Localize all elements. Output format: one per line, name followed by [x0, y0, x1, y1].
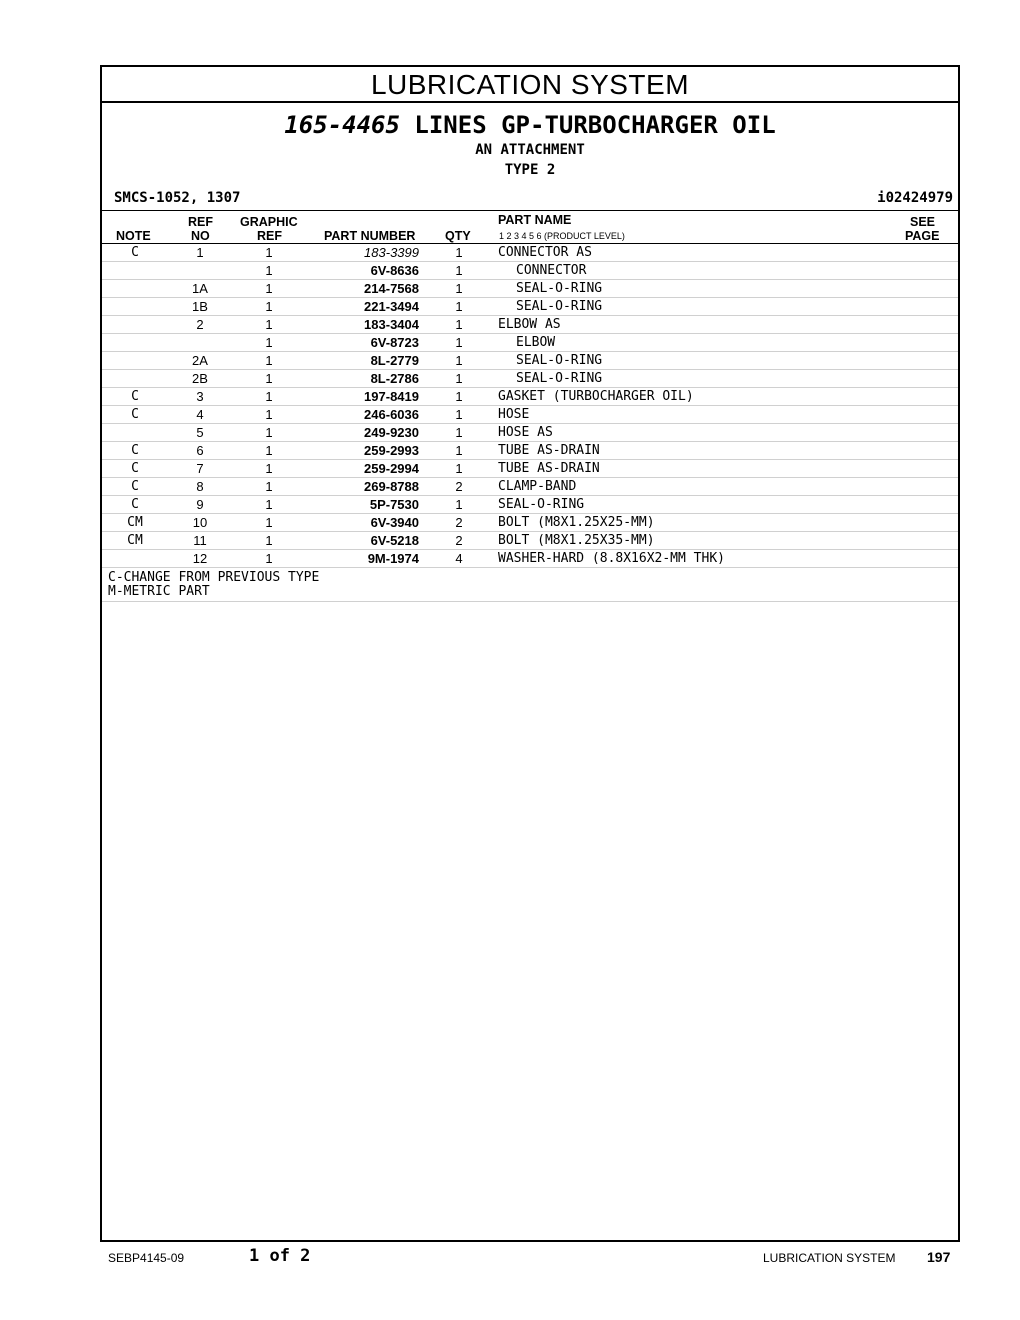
part-number-cell: 6V-8723	[370, 335, 419, 350]
footer-page-of: 1 of 2	[249, 1246, 311, 1266]
part-name-cell: ELBOW	[516, 335, 556, 350]
graphic-ref-cell: 1	[265, 317, 273, 332]
ref-no-cell: 4	[196, 407, 204, 422]
qty-cell: 1	[455, 407, 463, 422]
illustration-id: i02424979	[877, 190, 953, 206]
note-cell: C	[131, 245, 139, 260]
note-cell: C	[131, 497, 139, 512]
ref-no-cell: 2A	[192, 353, 208, 368]
graphic-ref-cell: 1	[265, 425, 273, 440]
part-number-cell: 6V-5218	[370, 533, 419, 548]
header-part-name: PART NAME	[498, 213, 572, 227]
part-name-cell: SEAL-O-RING	[516, 371, 603, 386]
group-title	[102, 110, 958, 140]
note-cell: C	[131, 407, 139, 422]
qty-cell: 1	[455, 497, 463, 512]
graphic-ref-cell: 1	[265, 461, 273, 476]
qty-cell: 2	[455, 533, 463, 548]
part-number-cell: 8L-2786	[370, 371, 419, 386]
part-number-cell: 183-3399	[364, 245, 419, 260]
ref-no-cell: 6	[196, 443, 204, 458]
qty-cell: 1	[455, 443, 463, 458]
qty-cell: 4	[455, 551, 463, 566]
header-ref-2: NO	[191, 229, 210, 243]
parts-table-body	[102, 244, 958, 568]
header-product-levels: 1 2 3 4 5 6 (PRODUCT LEVEL)	[499, 231, 625, 241]
header-graphic-1: GRAPHIC	[240, 215, 298, 229]
qty-cell: 1	[455, 335, 463, 350]
graphic-ref-cell: 1	[265, 479, 273, 494]
header-note: NOTE	[116, 229, 151, 243]
ref-no-cell: 10	[192, 515, 208, 530]
part-name-cell: SEAL-O-RING	[516, 281, 603, 296]
smcs-row	[102, 188, 958, 210]
graphic-ref-cell: 1	[265, 389, 273, 404]
footer-section: LUBRICATION SYSTEM	[763, 1251, 896, 1265]
part-name-cell: HOSE AS	[498, 425, 553, 440]
part-number-cell: 9M-1974	[367, 551, 419, 566]
graphic-ref-cell: 1	[265, 497, 273, 512]
header-qty: QTY	[445, 229, 471, 243]
subtitle-type: TYPE 2	[504, 162, 556, 178]
ref-no-cell: 1	[196, 245, 204, 260]
part-name-cell: TUBE AS-DRAIN	[498, 461, 600, 476]
header-graphic-2: REF	[257, 229, 282, 243]
part-number-cell: 183-3404	[364, 317, 419, 332]
ref-no-cell: 8	[196, 479, 204, 494]
part-number-cell: 5P-7530	[369, 497, 419, 512]
part-name-cell: WASHER-HARD (8.8X16X2-MM THK)	[498, 551, 725, 566]
part-number-cell: 269-8788	[364, 479, 419, 494]
table-row	[102, 460, 958, 478]
ref-no-cell: 1A	[192, 281, 208, 296]
note-cell: C	[131, 389, 139, 404]
part-number-cell: 197-8419	[364, 389, 419, 404]
note-cell: C	[131, 443, 139, 458]
header-see-2: PAGE	[905, 229, 940, 243]
ref-no-cell: 3	[196, 389, 204, 404]
ref-no-cell: 12	[192, 551, 208, 566]
qty-cell: 1	[455, 263, 463, 278]
part-name-cell: BOLT (M8X1.25X25-MM)	[498, 515, 655, 530]
graphic-ref-cell: 1	[265, 407, 273, 422]
note-cell: C	[131, 461, 139, 476]
part-name-cell: ELBOW AS	[498, 317, 561, 332]
part-number-cell: 6V-3940	[370, 515, 419, 530]
notes-legend	[102, 568, 958, 602]
graphic-ref-cell: 1	[265, 299, 273, 314]
ref-no-cell: 2B	[192, 371, 208, 386]
note-cell: CM	[127, 533, 143, 548]
qty-cell: 1	[455, 281, 463, 296]
part-number-cell: 246-6036	[364, 407, 419, 422]
part-number-cell: 6V-8636	[370, 263, 419, 278]
part-number-cell: 259-2993	[364, 443, 419, 458]
graphic-ref-cell: 1	[265, 281, 273, 296]
table-row	[102, 334, 958, 352]
graphic-ref-cell: 1	[265, 335, 273, 350]
graphic-ref-cell: 1	[265, 551, 273, 566]
graphic-ref-cell: 1	[265, 263, 273, 278]
qty-cell: 2	[455, 515, 463, 530]
table-row	[102, 496, 958, 514]
part-name-cell: SEAL-O-RING	[498, 497, 585, 512]
part-name-cell: TUBE AS-DRAIN	[498, 443, 600, 458]
qty-cell: 1	[455, 425, 463, 440]
system-title: LUBRICATION SYSTEM	[102, 67, 958, 103]
table-row	[102, 514, 958, 532]
part-number-cell: 8L-2779	[370, 353, 419, 368]
qty-cell: 1	[455, 317, 463, 332]
note-cell: CM	[127, 515, 143, 530]
part-name-cell: CONNECTOR	[516, 263, 587, 278]
table-header	[102, 210, 958, 244]
table-row	[102, 424, 958, 442]
part-name-cell: SEAL-O-RING	[516, 299, 603, 314]
header-ref-1: REF	[188, 215, 213, 229]
part-name-cell: BOLT (M8X1.25X35-MM)	[498, 533, 655, 548]
ref-no-cell: 11	[193, 533, 207, 548]
part-number-cell: 221-3494	[364, 299, 419, 314]
footer-doc-id: SEBP4145-09	[108, 1251, 185, 1265]
table-row	[102, 316, 958, 334]
qty-cell: 1	[455, 371, 463, 386]
group-name: LINES GP-TURBOCHARGER OIL	[414, 111, 776, 139]
note-change: C-CHANGE FROM PREVIOUS TYPE	[108, 570, 320, 585]
footer-page-number: 197	[927, 1249, 951, 1265]
qty-cell: 2	[455, 479, 463, 494]
table-row	[102, 352, 958, 370]
table-row	[102, 406, 958, 424]
part-name-cell: GASKET (TURBOCHARGER OIL)	[498, 389, 694, 404]
note-cell: C	[131, 479, 139, 494]
part-name-cell: CONNECTOR AS	[498, 245, 592, 260]
ref-no-cell: 2	[196, 317, 204, 332]
table-row	[102, 388, 958, 406]
part-name-cell: HOSE	[498, 407, 530, 422]
table-row	[102, 280, 958, 298]
ref-no-cell: 5	[196, 425, 204, 440]
qty-cell: 1	[455, 461, 463, 476]
graphic-ref-cell: 1	[265, 533, 273, 548]
header-part-number: PART NUMBER	[324, 229, 416, 243]
table-row	[102, 532, 958, 550]
graphic-ref-cell: 1	[265, 245, 273, 260]
page-footer	[0, 1245, 1020, 1275]
part-name-cell: CLAMP-BAND	[498, 479, 577, 494]
qty-cell: 1	[455, 389, 463, 404]
subtitle-attachment: AN ATTACHMENT	[475, 142, 585, 158]
qty-cell: 1	[455, 245, 463, 260]
graphic-ref-cell: 1	[265, 443, 273, 458]
part-number-cell: 259-2994	[364, 461, 419, 476]
smcs-codes: SMCS-1052, 1307	[114, 190, 241, 206]
table-row	[102, 298, 958, 316]
header-see-1: SEE	[910, 215, 936, 229]
table-row	[102, 262, 958, 280]
part-number-cell: 249-9230	[364, 425, 419, 440]
graphic-ref-cell: 1	[265, 515, 273, 530]
ref-no-cell: 1B	[192, 299, 208, 314]
part-name-cell: SEAL-O-RING	[516, 353, 603, 368]
qty-cell: 1	[455, 353, 463, 368]
table-row	[102, 442, 958, 460]
note-metric: M-METRIC PART	[108, 584, 210, 599]
graphic-ref-cell: 1	[265, 353, 273, 368]
ref-no-cell: 7	[196, 461, 204, 476]
group-number: 165-4465	[284, 111, 400, 139]
part-number-cell: 214-7568	[364, 281, 419, 296]
table-row	[102, 370, 958, 388]
table-row	[102, 244, 958, 262]
graphic-ref-cell: 1	[265, 371, 273, 386]
table-row	[102, 550, 958, 568]
qty-cell: 1	[455, 299, 463, 314]
table-row	[102, 478, 958, 496]
parts-page-frame	[100, 65, 960, 1242]
ref-no-cell: 9	[196, 497, 204, 512]
